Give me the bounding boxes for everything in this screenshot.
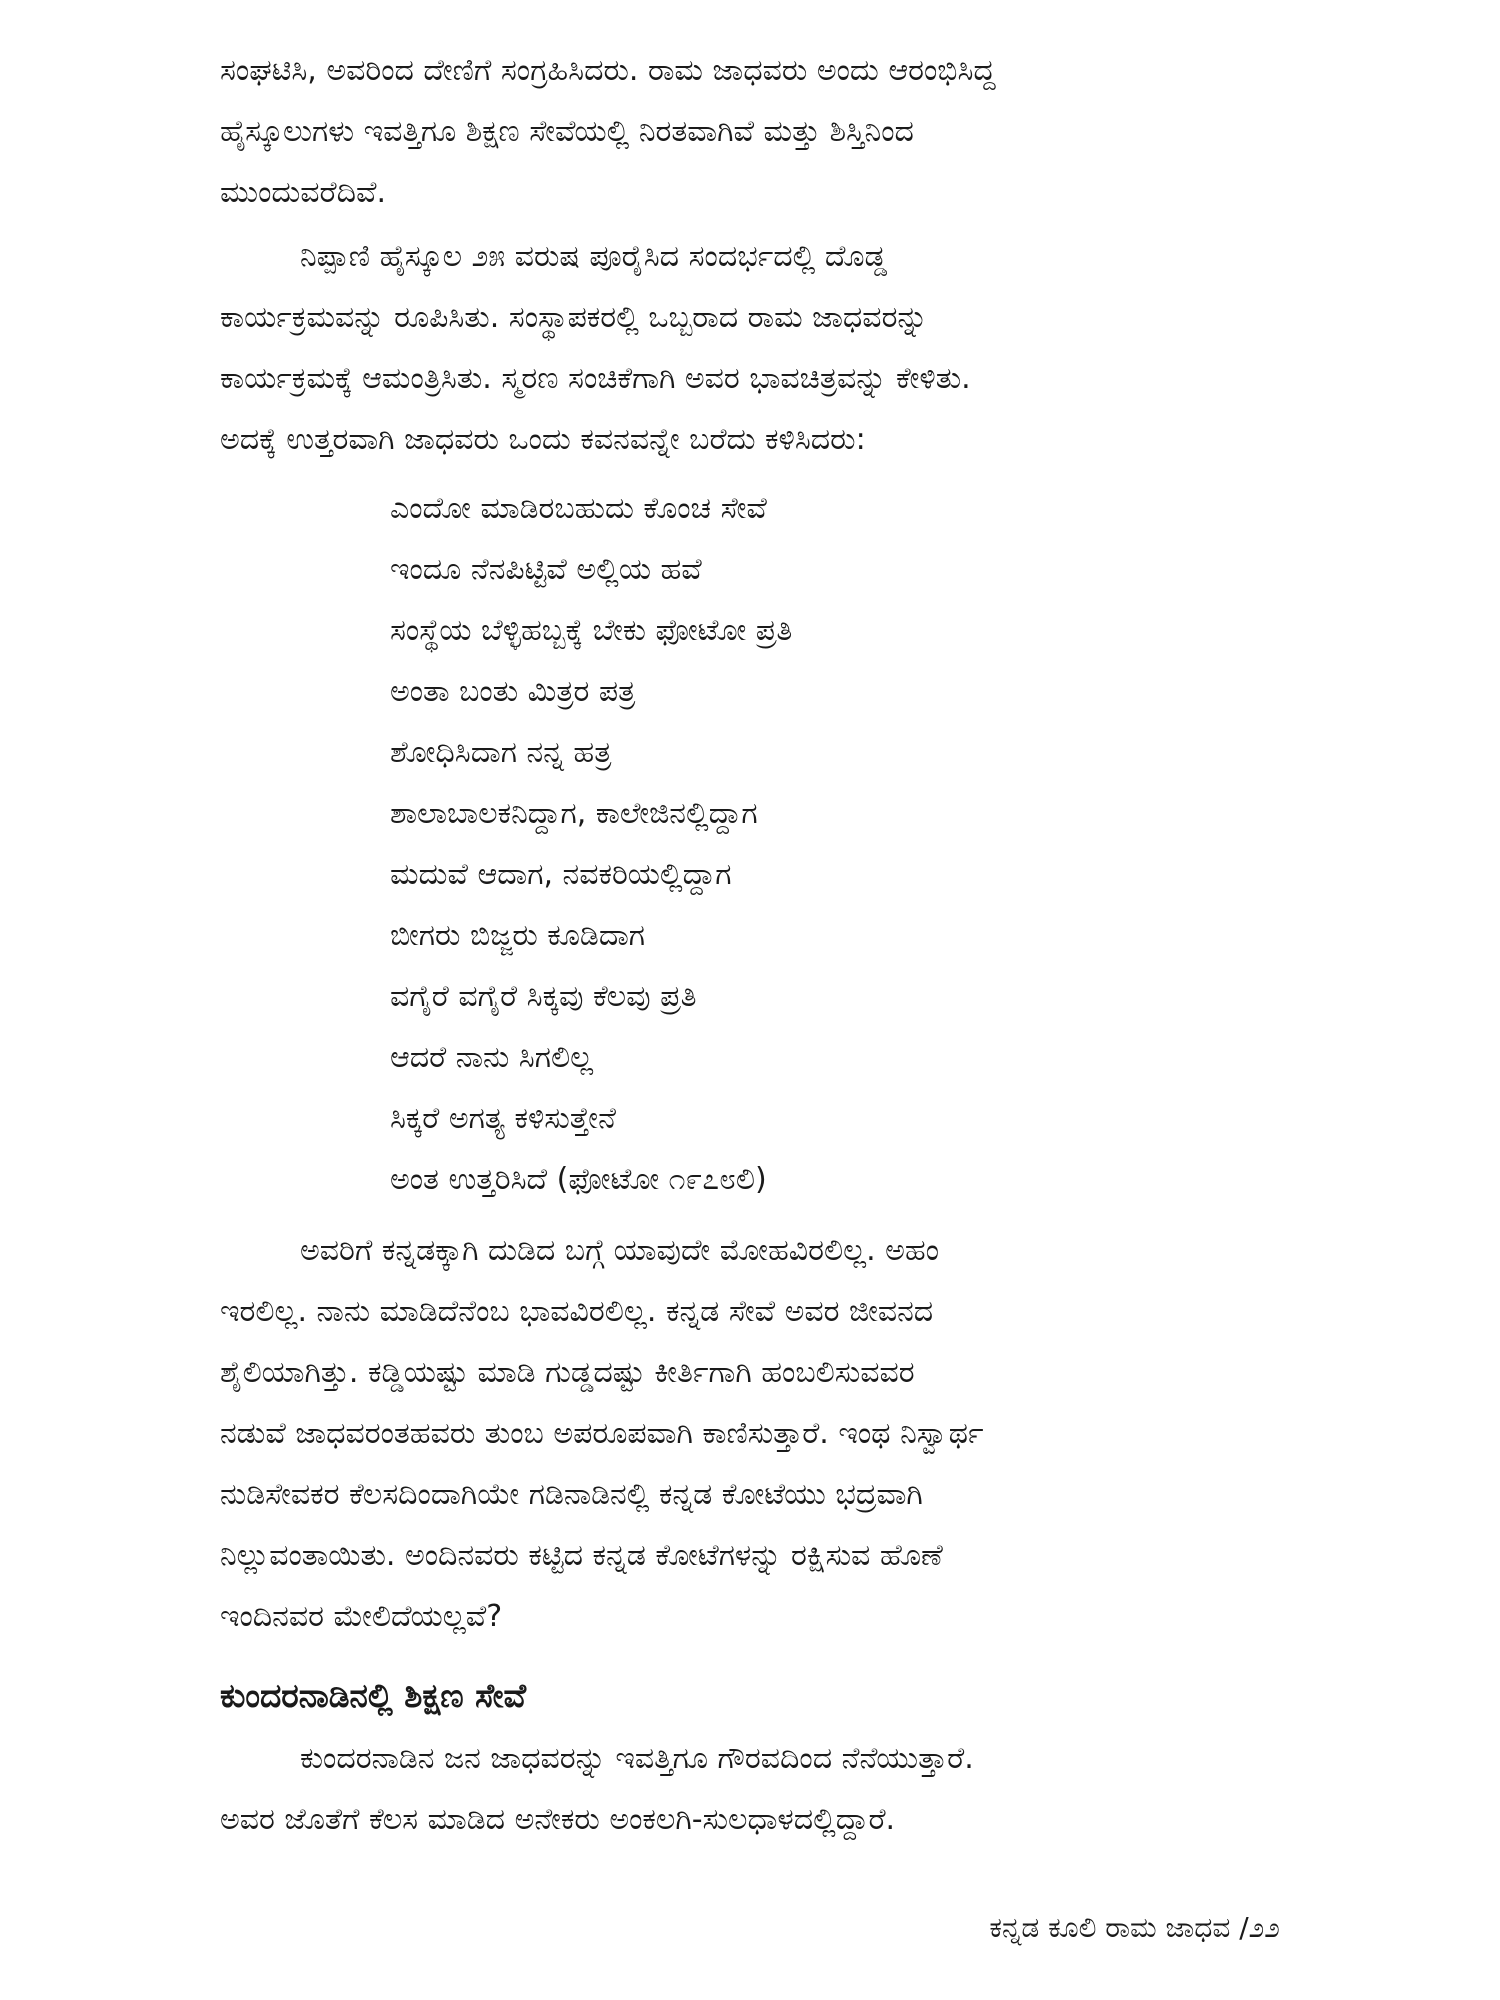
poem-line: ಶಾಲಾಬಾಲಕನಿದ್ದಾಗ, ಕಾಲೇಜಿನಲ್ಲಿದ್ದಾಗ [390,796,758,831]
text-line: ಕುಂದರನಾಡಿನ ಜನ ಜಾಧವರನ್ನು ಇವತ್ತಿಗೂ ಗೌರವದಿಂದ ನೆನೆಯುತ್ತಾರೆ. [300,1741,974,1776]
poem-line: ಎಂದೋ ಮಾಡಿರಬಹುದು ಕೊಂಚ ಸೇವೆ [390,491,767,526]
text-line: ಹೈಸ್ಕೂಲುಗಳು ಇವತ್ತಿಗೂ ಶಿಕ್ಷಣ ಸೇವೆಯಲ್ಲಿ ನಿರತವಾಗಿವೆ ಮತ್ತು ಶಿಸ್ತಿನಿಂದ [220,114,914,149]
text-line: ಸಂಘಟಿಸಿ, ಅವರಿಂದ ದೇಣಿಗೆ ಸಂಗ್ರಹಿಸಿದರು. ರಾಮ ಜಾಧವರು ಅಂದು ಆರಂಭಿಸಿದ್ದ [220,53,996,88]
text-line: ನಡುವೆ ಜಾಧವರಂತಹವರು ತುಂಬ ಅಪರೂಪವಾಗಿ ಕಾಣಿಸುತ್ತಾರೆ. ಇಂಥ ನಿಸ್ವಾರ್ಥ [220,1416,984,1451]
poem [390,478,1090,1210]
paragraph-kannada-service [220,1220,1280,1647]
text-line: ಕಾರ್ಯಕ್ರಮವನ್ನು ರೂಪಿಸಿತು. ಸಂಸ್ಥಾಪಕರಲ್ಲಿ ಒಬ್ಬರಾದ ರಾಮ ಜಾಧವರನ್ನು [220,300,928,335]
paragraph-kundaranadu [220,1728,1280,1850]
poem-line: ಶೋಧಿಸಿದಾಗ ನನ್ನ ಹತ್ರ [390,735,612,770]
text-line: ನಿಲ್ಲುವಂತಾಯಿತು. ಅಂದಿನವರು ಕಟ್ಟಿದ ಕನ್ನಡ ಕೋಟೆಗಳನ್ನು ರಕ್ಷಿಸುವ ಹೊಣೆ [220,1538,943,1573]
poem-line: ವಗೈರೆ ವಗೈರೆ ಸಿಕ್ಕವು ಕೆಲವು ಪ್ರತಿ [390,979,697,1014]
text-line: ಅವರಿಗೆ ಕನ್ನಡಕ್ಕಾಗಿ ದುಡಿದ ಬಗ್ಗೆ ಯಾವುದೇ ಮೋಹವಿರಲಿಲ್ಲ. ಅಹಂ [300,1233,940,1268]
page-footer: ಕನ್ನಡ ಕೂಲಿ ರಾಮ ಜಾಧವ /೨೨ [989,1911,1280,1944]
text-line: ಶೈಲಿಯಾಗಿತ್ತು. ಕಡ್ಡಿಯಷ್ಟು ಮಾಡಿ ಗುಡ್ಡದಷ್ಟು ಕೀರ್ತಿಗಾಗಿ ಹಂಬಲಿಸುವವರ [220,1355,915,1390]
poem-line: ಆದರೆ ನಾನು ಸಿಗಲಿಲ್ಲ [390,1040,594,1075]
text-line: ಅದಕ್ಕೆ ಉತ್ತರವಾಗಿ ಜಾಧವರು ಒಂದು ಕವನವನ್ನೇ ಬರೆದು ಕಳಿಸಿದರು: [220,422,866,457]
paragraph-nippani-highschool [220,226,1280,470]
text-line: ಮುಂದುವರೆದಿವೆ. [220,175,386,210]
poem-line: ಸಿಕ್ಕರೆ ಅಗತ್ಯ ಕಳಿಸುತ್ತೇನೆ [390,1101,616,1136]
section-heading: ಕುಂದರನಾಡಿನಲ್ಲಿ ಶಿಕ್ಷಣ ಸೇವೆ [220,1676,527,1715]
poem-line: ಅಂತಾ ಬಂತು ಮಿತ್ರರ ಪತ್ರ [390,674,636,709]
text-line: ನುಡಿಸೇವಕರ ಕೆಲಸದಿಂದಾಗಿಯೇ ಗಡಿನಾಡಿನಲ್ಲಿ ಕನ್ನಡ ಕೋಟೆಯು ಭದ್ರವಾಗಿ [220,1477,923,1512]
poem-line: ಇಂದೂ ನೆನಪಿಟ್ಟಿವೆ ಅಲ್ಲಿಯ ಹವೆ [390,552,702,587]
paragraph-continuation [220,40,1280,223]
poem-line: ಅಂತ ಉತ್ತರಿಸಿದೆ (ಫೋಟೋ ೧೯೭೮ಲಿ) [390,1162,767,1197]
text-line: ಅವರ ಜೊತೆಗೆ ಕೆಲಸ ಮಾಡಿದ ಅನೇಕರು ಅಂಕಲಗಿ-ಸುಲಧಾಳದಲ್ಲಿದ್ದಾರೆ. [220,1802,896,1837]
poem-line: ಬೀಗರು ಬಿಜ್ಜರು ಕೂಡಿದಾಗ [390,918,646,953]
text-line: ಕಾರ್ಯಕ್ರಮಕ್ಕೆ ಆಮಂತ್ರಿಸಿತು. ಸ್ಮರಣ ಸಂಚಿಕೆಗಾಗಿ ಅವರ ಭಾವಚಿತ್ರವನ್ನು ಕೇಳಿತು. [220,361,971,396]
poem-line: ಸಂಸ್ಥೆಯ ಬೆಳ್ಳಿಹಬ್ಬಕ್ಕೆ ಬೇಕು ಫೋಟೋ ಪ್ರತಿ [390,613,793,648]
text-line: ನಿಪ್ಪಾಣಿ ಹೈಸ್ಕೂಲ ೨೫ ವರುಷ ಪೂರೈಸಿದ ಸಂದರ್ಭದಲ್ಲಿ ದೊಡ್ಡ [300,239,888,274]
text-line: ಇರಲಿಲ್ಲ. ನಾನು ಮಾಡಿದೆನೆಂಬ ಭಾವವಿರಲಿಲ್ಲ. ಕನ್ನಡ ಸೇವೆ ಅವರ ಜೀವನದ [220,1294,934,1329]
poem-line: ಮದುವೆ ಆದಾಗ, ನವಕರಿಯಲ್ಲಿದ್ದಾಗ [390,857,732,892]
text-line: ಇಂದಿನವರ ಮೇಲಿದೆಯಲ್ಲವೆ? [220,1599,503,1634]
